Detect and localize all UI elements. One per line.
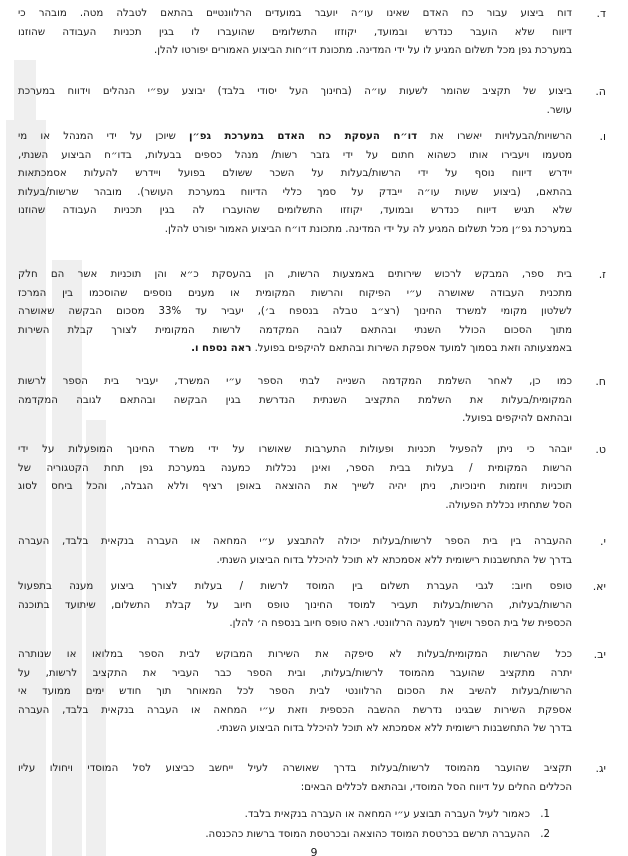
text-line: המקומית/בעלות את השלמת התקציב השנתית הנדרשת בגין הבקשה ובהתאם לגובה המקדמה: [18, 394, 572, 406]
section-body: [18, 646, 572, 739]
text-line: שלא תגיש דיווח כנדרש ובמועד, יקוזזו התשלומים שהועברו לה בגין תכניות העבודה שהוזנו: [18, 205, 572, 216]
text-line: כמו כן, לאחר השלמת המקדמה השנייה לבתי הספר ע״י המשרד, יעביר בית הספר לרשות: [18, 376, 572, 387]
line-tail: שיוכן על ידי המנהל או מי: [18, 131, 190, 142]
text-line: הרשות/בעלות, הרשות/בעלות תעביר למוסד החינוך טופס חיוב על קבלת התשלום, שיתועד בתוכנה: [18, 599, 572, 611]
section-marker: ה.: [595, 85, 606, 98]
section-body: [18, 266, 572, 359]
section-marker: י.: [600, 535, 606, 548]
text-line: הסל שתחתיו נכללת הפעולה.: [445, 499, 572, 511]
section-body: [18, 373, 572, 429]
text-line: מתכנית העבודה שאושרה ע״י הפיקוח והרשות המקומית או מענים נוספים שהוסכמו בין המרכז: [18, 287, 572, 299]
text-line: ובהתאם להיקפים בפועל.: [462, 413, 572, 424]
text-line: במערכת גפן מכל תשלום המגיע לו על ידי המדינה. מתכונת דו״חות הביצוע האמורים יפורטו להלן.: [153, 45, 572, 56]
text-line: דיווח שלא הועבר כנדרש ובמועד, יקוזזו התשלומים שהועברו לו בגין תכניות העבודה שהוזנו: [18, 26, 572, 38]
text-line: הרשות/בעלות להשיב את הסכום הרלוונטי לבית הספר לכל המאוחר תוך חודש ימים ממועד אי: [18, 686, 572, 697]
text-line: תקציב שהועבר מהמוסד לרשות/בעלות בדרך שאושרה לעיל ייחשב כביצוע לסל המוסדי ויחולו עליו: [18, 763, 572, 774]
text-line: יידרש דיווח נוסף על ידי הרשות/בעלות על השכר ששולם בפועל ויידרש להעלות אסמכתאות: [18, 168, 572, 179]
text-line: מתוך הסכום הכולל השנתי ובהתאם לגובה המקדמה לרשות המקומית לצורך קבלת השירות: [18, 324, 572, 336]
section-marker: ט.: [595, 443, 606, 456]
line-start: באמצעותה וזאת בסמוך למועד אספקת השירות ובהתאם להיקפים בפועל.: [251, 343, 572, 354]
line-start: הרשויות/הבעלויות יאשרו את: [417, 131, 572, 142]
text-line: ככל שהרשות המקומית/בעלות לא סיפקה את השירות המבוקש לבית הספר במלואו או שנותרה: [18, 649, 572, 660]
section-body: [18, 441, 572, 515]
text-line: טופס חיוב: לגבי העברת תשלום בין המוסד לרשות / בעלות לצורך ביצוע מענה בתפעול: [18, 581, 572, 592]
text-line: מטעמו ויעבירו אותו כשהוא חתום על ידי גזבר רשות/ מנהל כספים בבעלות, בדו״ח הביצוע השנתי,: [18, 149, 572, 161]
section-marker: יג.: [595, 762, 606, 775]
text-line: יובהר כי ניתן להפעיל תכניות ופעולות התערבות שאושרו על ידי משרד החינוך המופעלות על ידי: [18, 444, 572, 455]
text-line: תוכניות ויוזמות חינוכיות, ניתן יהיה לשייך את ההוצאה באופן רציף וללא הגבלה, והכל ביחס לסוג: [18, 481, 572, 492]
text-line: בית ספר, המבקש לרכוש שירותים באמצעות הרשות, הן בהעסקת כ״א והן תוכניות אשר הם חלק: [18, 269, 572, 280]
text-line: לשלטון מקומי למשרד החינוך (רצ״ב טבלה בנספח ב׳), יעביר עד 33% מסכום הבקשה שאושרה: [18, 306, 572, 317]
text-line: במערכת גפ״ן מכל תשלום המגיע לה על ידי המדינה. מתכונת דו״ח הביצוע האמור יפורט להלן.: [164, 223, 572, 235]
section-body: [18, 128, 572, 239]
section-body: [18, 760, 572, 797]
text-line: בדרך של התחשבנות רישומית ללא אסמכתא לא תוכל להיכלל בדוח הביצוע השנתי.: [216, 723, 572, 734]
text-line: עושר.: [546, 104, 572, 116]
text-line: ביצוע של תקציב שהומר לשעות עו״ה (בחינוך העל יסודי בלבד) יבוצע עפ״י הנהלים וידווח במערכת: [18, 86, 572, 97]
text-line: הרשות המקומית / בעלות בבית הספר, ואינן נכללות כמענה במערכת גפן תחת הקטגוריה של: [18, 462, 572, 474]
list-item-number: 2.: [540, 829, 550, 840]
text-line: [18, 128, 572, 147]
section-marker: ו.: [599, 130, 606, 143]
section-marker: ד.: [596, 7, 606, 20]
text-line: ההעברה בין בית הספר לרשות/בעלות יכולה להתבצע ע״י המחאה או העברה בנקאית בלבד, העברה: [18, 536, 572, 547]
text-line: בדרך של התחשבנות רישומית ללא אסמכתא לא תוכל להיכלל בדוח הביצוע השנתי.: [216, 554, 572, 566]
section-body: [18, 533, 572, 570]
section-marker: יב.: [593, 648, 606, 661]
text-line: הכללים החלים על דיווח הסל המוסדי, ובהתאם לכללים הבאים:: [300, 781, 572, 793]
text-line: [18, 340, 572, 359]
section-marker: ז.: [598, 268, 606, 281]
text-line: הכספית של בית הספר וישויך למענה הרלוונטי. ראה טופס חיוב בנספח ה׳ להלן.: [229, 618, 572, 629]
section-marker: ח.: [595, 375, 606, 388]
text-line: בהתאם, (ביצוע שעות עו״ה ייבדק על סמך כללי הדיווח במערכת העושר). מובהר שרשות/בעלות: [18, 186, 572, 198]
list-item-text: כאמור לעיל העברה תבוצע ע״י המחאה או העברה בנקאית בלבד.: [244, 809, 530, 820]
page-number: 9: [310, 846, 318, 856]
text-line: יתרה מתקציב שהועבר מהמוסד לרשות/בעלות, ובית הספר כבר העביר את התקציב לרשות, על: [18, 667, 572, 679]
appendix-reference-bold: ראה נספח ו.: [191, 343, 252, 354]
list-item-text: ההעברה תרשם בכרטסת המוסד כהוצאה ובכרטסת המוסד ברשות כהכנסה.: [205, 829, 530, 840]
text-line: אספקת השירות שבגינו נדרשת ההשבה הכספית וזאת ע״י המחאה או העברה בנקאית בלבד, העברה: [18, 704, 572, 716]
list-item-number: 1.: [540, 809, 550, 820]
text-line: דוח ביצוע עבור כח האדם שאינו עו״ה יועבר במועדים הרלוונטיים בהתאם לטבלה מטה. מובהר כי: [18, 8, 572, 19]
section-body: [18, 5, 572, 61]
section-body: [18, 83, 572, 120]
section-marker: יא.: [592, 580, 606, 593]
section-body: [18, 578, 572, 634]
report-title-bold: דו״ח העסקת כח האדם במערכת גפ״ן: [189, 131, 418, 142]
